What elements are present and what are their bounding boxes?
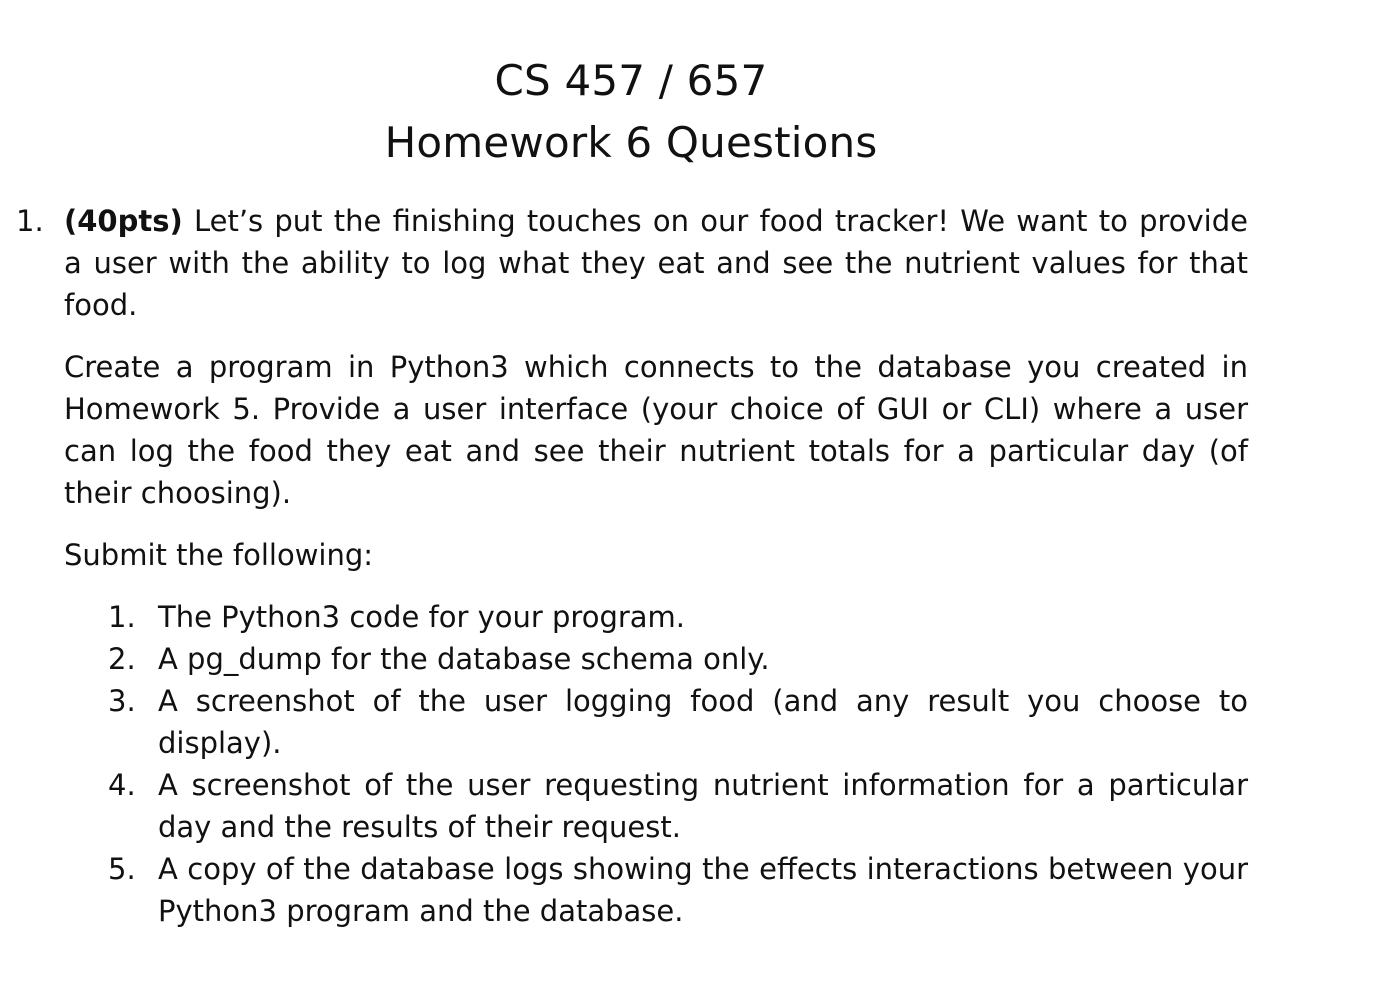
question-intro xyxy=(64,200,1248,326)
title-block xyxy=(0,50,1262,174)
homework-title: Homework 6 Questions xyxy=(384,118,878,167)
list-item-text: The Python3 code for your program. xyxy=(158,600,686,634)
list-item xyxy=(108,848,1248,932)
list-item-number: 1. xyxy=(108,600,136,634)
question-body xyxy=(64,200,1248,932)
submit-heading: Submit the following: xyxy=(64,538,374,572)
list-item-number: 3. xyxy=(108,684,136,718)
question-description: Create a program in Python3 which connects to the database you created in Homework 5. Provide a user interface (your choice of GUI or CLI) where a user can log the food they eat and see their nutrient totals for a particular day (of their choosing). xyxy=(64,350,1248,510)
course-title: CS 457 / 657 xyxy=(494,56,768,105)
list-item-text: A screenshot of the user requesting nutrient information for a particular day and the results of their request. xyxy=(158,768,1248,844)
list-item-number: 5. xyxy=(108,852,136,886)
list-item-number: 2. xyxy=(108,642,136,676)
submission-list xyxy=(64,596,1248,932)
list-item xyxy=(108,596,1248,638)
list-item xyxy=(108,680,1248,764)
list-item xyxy=(108,638,1248,680)
question-intro-text: Let’s put the finishing touches on our food tracker! We want to provide a user with the ability to log what they eat and see the nutrient values for that food. xyxy=(64,204,1248,322)
list-item-number: 4. xyxy=(108,768,136,802)
list-item-text: A screenshot of the user logging food (and any result you choose to display). xyxy=(158,684,1248,760)
list-item-text: A copy of the database logs showing the effects interactions between your Python3 program and the database. xyxy=(158,852,1248,928)
question-number: 1. xyxy=(16,204,44,238)
question-points: (40pts) xyxy=(64,204,183,238)
list-item-text: A pg_dump for the database schema only. xyxy=(158,642,770,676)
list-item xyxy=(108,764,1248,848)
